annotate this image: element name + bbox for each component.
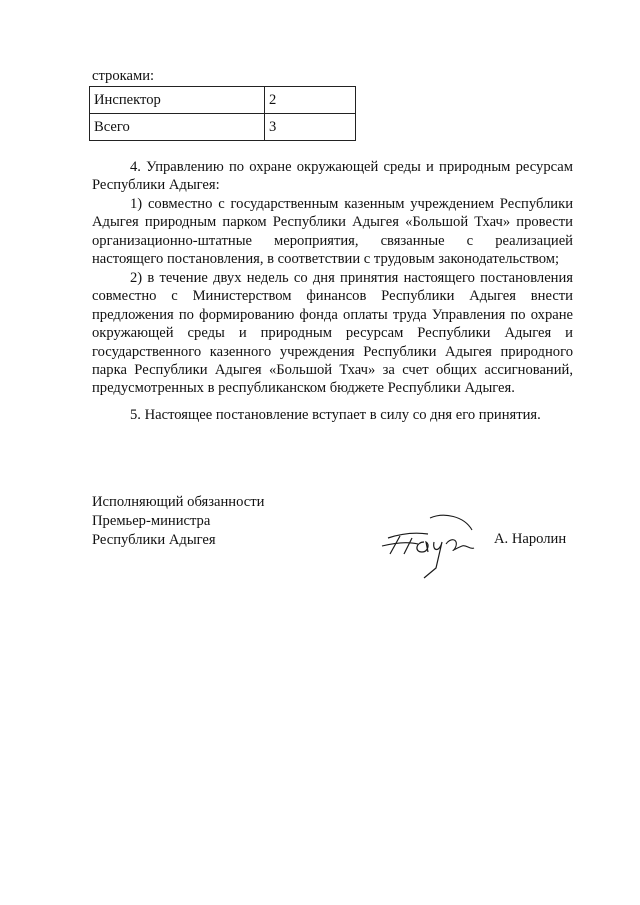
paragraph-5: 5. Настоящее постановление вступает в силу со дня его принятия. (130, 407, 541, 423)
signer-name: А. Наролин (494, 531, 567, 547)
position-cell: Всего (90, 114, 265, 141)
paragraph-4: 4. Управлению по охране окружающей среды и природным ресурсам Республики Адыгея: (92, 159, 573, 194)
table-row (90, 114, 356, 141)
signature-title (92, 493, 264, 550)
position-cell: Инспектор (90, 87, 265, 114)
staff-table (89, 86, 356, 141)
count-cell: 3 (265, 114, 356, 141)
table-row (90, 87, 356, 114)
count-cell: 2 (265, 87, 356, 114)
signature-title-line: Республики Адыгея (92, 532, 216, 548)
signature-title-line: Исполняющий обязанности (92, 494, 265, 510)
paragraph-4-2: 2) в течение двух недель со дня принятия настоящего постановления совместно с Министерством финансов Республики Адыгея внести предложения по формированию фонда оплаты труда Управления по охране окружающей среды и природным ресурсам Республики Адыгея и государственного казенного учреждения Республики Адыгея природного парка Республики Адыгея «Большой Тхач» за счет общих ассигнований, предусмотренных в республиканском бюджете Республики Адыгея. (92, 270, 573, 397)
paragraph-4-1: 1) совместно с государственным казенным учреждением Республики Адыгея природным парком Республики Адыгея «Большой Тхач» провести организационно-штатные мероприятия, связанные с реализацией настоящего постановления, в соответствии с трудовым законодательством; (92, 196, 573, 268)
intro-text: строками: (92, 68, 155, 84)
handwritten-signature (378, 512, 478, 584)
signature-title-line: Премьер-министра (92, 513, 211, 529)
